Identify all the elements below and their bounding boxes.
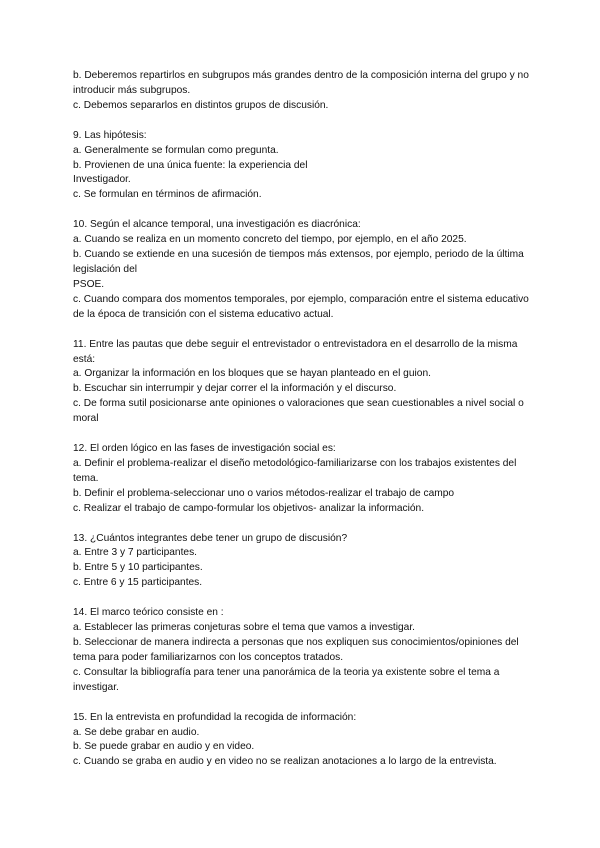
question-text: 12. El orden lógico en las fases de investigación social es: — [73, 443, 336, 455]
question-text: 9. Las hipótesis: — [73, 129, 147, 141]
option-text: c. Cuando se graba en audio y en video no se realizan anotaciones a lo largo de la entrevista. — [73, 756, 497, 768]
option-text: c. Entre 6 y 15 participantes. — [73, 577, 203, 589]
question-block-12 — [73, 442, 533, 517]
question-block-15 — [73, 711, 533, 771]
option-text: b. Entre 5 y 10 participantes. — [73, 562, 203, 574]
option-text: b. Definir el problema-seleccionar uno o varios métodos-realizar el trabajo de campo — [73, 487, 455, 499]
option-text: c. Debemos separarlos en distintos grupos de discusión. — [73, 99, 329, 111]
option-text: c. Realizar el trabajo de campo-formular los objetivos- analizar la información. — [73, 502, 425, 514]
question-text: 14. El marco teórico consiste en : — [73, 607, 224, 619]
option-text: b. Seleccionar de manera indirecta a personas que nos expliquen sus conocimientos/opiniones del tema para poder familiarizarnos con los conceptos tratados. — [73, 637, 519, 663]
option-text: a. Definir el problema-realizar el diseño metodológico-familiarizarse con los trabajos existentes del tema. — [73, 457, 517, 484]
question-block-9 — [73, 129, 533, 204]
question-block-11 — [73, 338, 533, 427]
question-text: 13. ¿Cuántos integrantes debe tener un grupo de discusión? — [73, 532, 348, 544]
option-text: b. Provienen de una única fuente: la experiencia del — [73, 159, 308, 171]
option-text: c. De forma sutil posicionarse ante opiniones o valoraciones que sean cuestionables a nivel social o moral — [73, 398, 524, 425]
option-text: Investigador. — [73, 174, 131, 186]
option-text: b. Deberemos repartirlos en subgrupos más grandes dentro de la composición interna del grupo y no introducir más subgrupos. — [73, 70, 529, 96]
intro-options — [73, 69, 533, 114]
option-text: b. Cuando se extiende en una sucesión de tiempos más extensos, por ejemplo, periodo de la última legislación del — [73, 249, 524, 275]
question-text: 15. En la entrevista en profundidad la recogida de información: — [73, 711, 357, 723]
question-block-14 — [73, 606, 533, 695]
option-text: a. Entre 3 y 7 participantes. — [73, 547, 198, 559]
option-text: c. Consultar la bibliografía para tener una panorámica de la teoria ya existente sobre el tema a investigar. — [73, 666, 500, 693]
question-block-13 — [73, 532, 533, 592]
option-text: b. Escuchar sin interrumpir y dejar correr el la información y el discurso. — [73, 383, 397, 395]
option-text: a. Establecer las primeras conjeturas sobre el tema que vamos a investigar. — [73, 622, 416, 634]
option-text: b. Se puede grabar en audio y en video. — [73, 741, 255, 753]
question-text: 11. Entre las pautas que debe seguir el entrevistador o entrevistadora en el desarrollo de la misma está: — [73, 338, 518, 365]
option-text: a. Se debe grabar en audio. — [73, 726, 200, 738]
question-text: 10. Según el alcance temporal, una investigación es diacrónica: — [73, 219, 361, 231]
option-text: c. Se formulan en términos de afirmación. — [73, 189, 262, 201]
option-text: PSOE. — [73, 278, 105, 290]
option-text: a. Cuando se realiza en un momento concreto del tiempo, por ejemplo, en el año 2025. — [73, 234, 467, 246]
question-block-10 — [73, 218, 533, 322]
option-text: a. Generalmente se formulan como pregunta. — [73, 144, 279, 156]
document-content — [73, 69, 533, 785]
option-text: a. Organizar la información en los bloques que se hayan planteado en el guion. — [73, 368, 431, 380]
option-text: c. Cuando compara dos momentos temporales, por ejemplo, comparación entre el sistema educativo de la época de transición con el sistema educativo actual. — [73, 293, 529, 320]
